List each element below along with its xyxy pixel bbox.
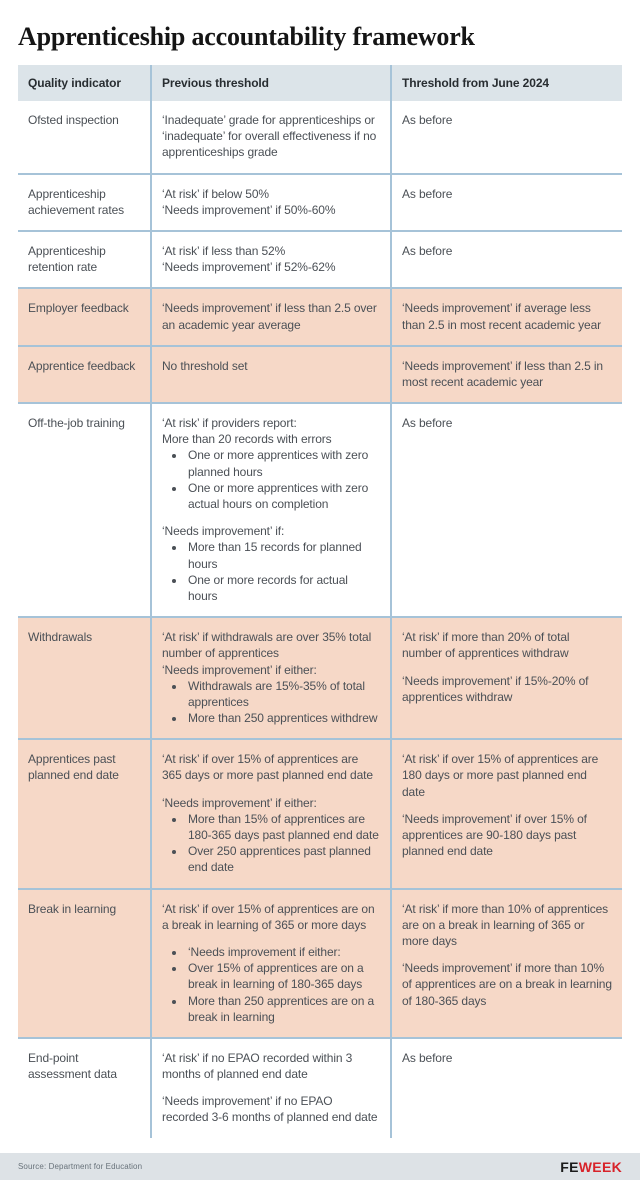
header-threshold-june-2024: Threshold from June 2024 [391,65,622,101]
cell-paragraph: ‘Needs improvement’ if less than 2.5 in most recent academic year [402,358,603,389]
bullet-item: • Over 250 apprentices past planned end date [186,843,380,875]
table-header [18,65,622,101]
feweek-logo-week: WEEK [578,1158,622,1175]
bullet-item: • One or more records for actual hours [186,572,380,604]
header-row [18,65,622,101]
paragraph-gap [162,784,380,795]
cell-paragraph: ‘Needs improvement’ if either: [162,662,317,677]
bullet-item: • More than 15% of apprentices are 180-365 days past planned end date [186,811,380,843]
cell-paragraph: As before [402,113,453,127]
cell-quality-indicator: Ofsted inspection [28,113,119,127]
cell-threshold-june-2024 [391,403,622,617]
bullet-item: • Withdrawals are 15%-35% of total apprentices [186,678,380,710]
cell-paragraph: ‘Needs improvement’ if 50%-60% [162,202,336,217]
bullet-item: • More than 250 apprentices withdrew [186,710,380,726]
cell-quality-indicator: Withdrawals [18,617,151,739]
cell-bullet-list [162,678,380,727]
cell-quality-indicator: Apprenticeship retention rate [28,243,106,275]
cell-paragraph: ‘Needs improvement’ if either: [162,795,317,810]
paragraph-gap [162,512,380,523]
cell-paragraph: As before [402,243,453,258]
cell-previous-threshold [151,1038,391,1138]
table-row [18,1038,622,1138]
table-row [18,101,622,174]
cell-quality-indicator: End-point assessment data [28,1050,117,1082]
paragraph-gap [162,933,380,944]
cell-bullet-list [162,447,380,512]
table-row [18,889,622,1038]
cell-quality-indicator: Apprenticeship achievement rates [28,186,125,217]
cell-previous-threshold [151,739,391,888]
cell-previous-threshold [151,174,391,231]
cell-threshold-june-2024 [391,889,622,1038]
bullet-item: • One or more apprentices with zero planned hours [186,447,380,479]
cell-paragraph: ‘Inadequate’ grade for apprenticeships or ‘inadequate’ for overall effectiveness if no apprenticeships grade [162,113,377,160]
cell-bullet-list [162,811,380,876]
cell-paragraph: ‘At risk’ if over 15% of apprentices are 180 days or more past planned end date [402,752,599,799]
cell-previous-threshold [151,889,391,1038]
table-row [18,231,622,288]
bullet-item: • ‘Needs improvement if either: [186,944,380,960]
cell-previous-threshold [151,346,391,403]
table-body [18,101,622,1138]
cell-quality-indicator: Apprentices past planned end date [18,739,151,888]
header-previous-threshold: Previous threshold [151,65,391,101]
cell-paragraph: ‘Needs improvement’ if over 15% of apprentices are 90-180 days past planned end date [402,811,587,859]
bullet-item: • Over 15% of apprentices are on a break in learning of 180-365 days [186,960,380,992]
cell-paragraph: ‘At risk’ if over 15% of apprentices are on a break in learning of 365 or more days [162,901,375,932]
cell-paragraph: ‘At risk’ if no EPAO recorded within 3 months of planned end date [162,1050,353,1082]
feweek-logo-fe: FE [560,1158,579,1175]
header-quality-indicator: Quality indicator [18,65,151,101]
cell-paragraph: ‘At risk’ if providers report: [162,416,297,431]
cell-threshold-june-2024 [391,1038,622,1138]
cell-paragraph: ‘At risk’ if withdrawals are over 35% total number of apprentices [162,630,372,661]
bullet-item: • One or more apprentices with zero actual hours on completion [186,480,380,512]
page-title: Apprenticeship accountability framework [18,22,475,51]
cell-paragraph: More than 20 records with errors [162,432,332,447]
cell-threshold-june-2024 [391,101,622,174]
cell-paragraph: As before [402,416,453,431]
cell-paragraph: ‘At risk’ if more than 20% of total number of apprentices withdraw [402,630,570,661]
cell-paragraph: ‘Needs improvement’ if: [162,524,285,539]
bullet-item: • More than 250 apprentices are on a break in learning [186,993,380,1025]
cell-quality-indicator: Off-the-job training [28,416,125,431]
paragraph-gap [402,662,612,673]
cell-paragraph: ‘Needs improvement’ if less than 2.5 over an academic year average [162,301,377,332]
cell-bullet-list [162,944,380,1025]
table-row [18,739,622,888]
source-credit: Source: Department for Education [18,1162,143,1171]
paragraph-gap [402,949,612,960]
table-row [18,288,622,345]
cell-threshold-june-2024 [391,739,622,888]
cell-quality-indicator: Apprentice feedback [18,346,151,403]
paragraph-gap [402,800,612,811]
table-row [18,346,622,403]
cell-paragraph: ‘Needs improvement’ if 52%-62% [162,260,336,275]
cell-paragraph: ‘At risk’ if below 50% [162,186,269,201]
cell-threshold-june-2024 [391,288,622,345]
cell-previous-threshold [151,288,391,345]
cell-previous-threshold [151,617,391,739]
table-row [18,617,622,739]
cell-paragraph: ‘Needs improvement’ if no EPAO recorded 3-6 months of planned end date [162,1094,378,1125]
cell-paragraph: ‘Needs improvement’ if more than 10% of apprentices are on a break in learning of 180-365 days [402,961,612,1008]
cell-quality-indicator: Break in learning [18,889,151,1038]
cell-threshold-june-2024 [391,174,622,231]
cell-paragraph: ‘At risk’ if less than 52% [162,243,286,258]
page-footer [0,1153,640,1180]
accountability-table [18,65,622,1138]
feweek-logo [560,1159,622,1175]
paragraph-gap [162,1082,380,1093]
cell-bullet-list [162,539,380,604]
table-row [18,403,622,617]
cell-threshold-june-2024 [391,617,622,739]
table-row [18,174,622,231]
cell-paragraph: ‘At risk’ if over 15% of apprentices are 365 days or more past planned end date [162,752,373,783]
cell-paragraph: As before [402,1050,453,1065]
cell-paragraph: ‘Needs improvement’ if 15%-20% of apprentices withdraw [402,673,589,704]
bullet-item: • More than 15 records for planned hours [186,539,380,571]
cell-threshold-june-2024 [391,231,622,288]
infographic-page [0,22,640,1180]
cell-paragraph: ‘At risk’ if more than 10% of apprentices are on a break in learning of 365 or more days [402,901,609,948]
cell-previous-threshold [151,231,391,288]
cell-paragraph: As before [402,186,453,201]
cell-quality-indicator: Employer feedback [18,288,151,345]
cell-previous-threshold [151,101,391,174]
cell-paragraph: ‘Needs improvement’ if average less than 2.5 in most recent academic year [402,301,601,332]
cell-paragraph: No threshold set [162,358,248,373]
cell-threshold-june-2024 [391,346,622,403]
cell-previous-threshold [151,403,391,617]
